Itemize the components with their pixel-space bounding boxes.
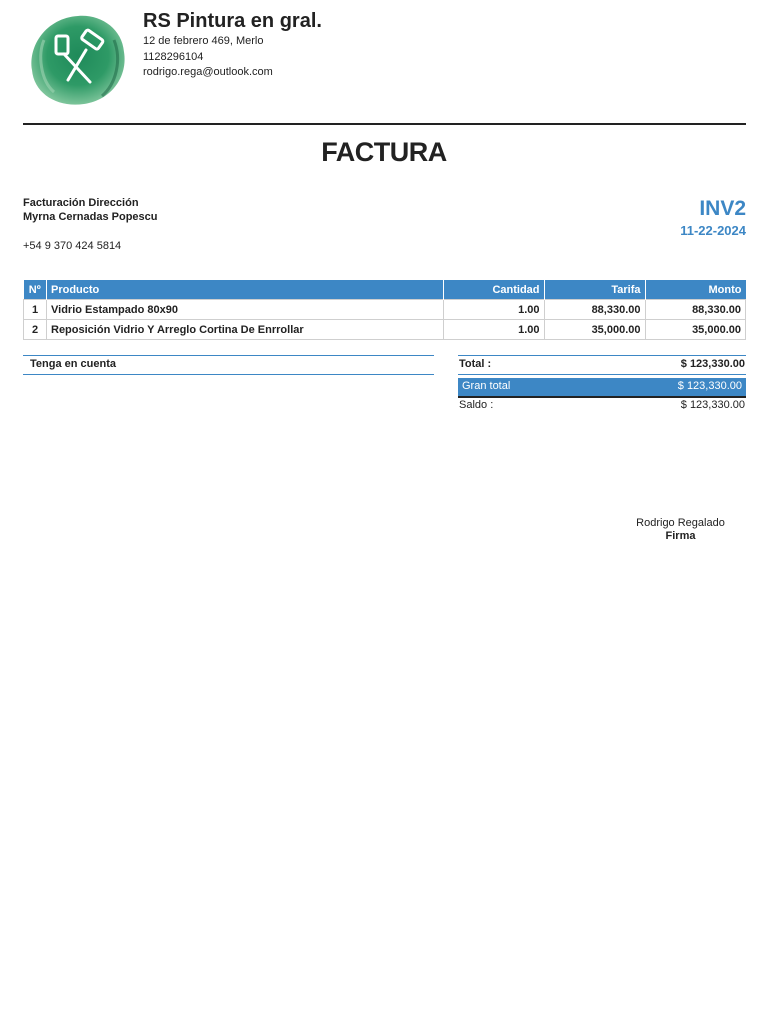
table-row bbox=[24, 300, 746, 320]
company-email[interactable]: rodrigo.rega@outlook.com bbox=[143, 66, 273, 78]
invoice-number: INV2 bbox=[699, 197, 746, 220]
notes-box bbox=[23, 355, 434, 375]
row-rate: 35,000.00 bbox=[544, 320, 645, 340]
balance-row bbox=[458, 397, 746, 415]
company-phone: 1128296104 bbox=[143, 51, 204, 63]
company-logo bbox=[24, 10, 132, 110]
total-row bbox=[458, 355, 746, 375]
row-amount: 35,000.00 bbox=[645, 320, 746, 340]
row-quantity: 1.00 bbox=[443, 300, 544, 320]
col-header-amount: Monto bbox=[645, 280, 746, 300]
balance-value: $ 123,330.00 bbox=[680, 399, 745, 411]
items-table bbox=[23, 280, 746, 340]
page-title: FACTURA bbox=[321, 137, 447, 167]
col-header-product: Producto bbox=[47, 280, 444, 300]
table-header-row bbox=[24, 280, 746, 300]
billing-name: Myrna Cernadas Popescu bbox=[23, 211, 158, 223]
company-address: 12 de febrero 469, Merlo bbox=[143, 35, 264, 47]
table-row bbox=[24, 320, 746, 340]
row-number: 2 bbox=[24, 320, 47, 340]
col-header-rate: Tarifa bbox=[544, 280, 645, 300]
row-quantity: 1.00 bbox=[443, 320, 544, 340]
total-label: Total : bbox=[459, 358, 492, 370]
grand-total-value: $ 123,330.00 bbox=[677, 380, 742, 392]
row-number: 1 bbox=[24, 300, 47, 320]
row-amount: 88,330.00 bbox=[645, 300, 746, 320]
row-product: Vidrio Estampado 80x90 bbox=[47, 300, 444, 320]
balance-label: Saldo : bbox=[459, 399, 494, 411]
signature-label: Firma bbox=[665, 530, 696, 542]
grand-total-row bbox=[458, 378, 746, 398]
company-name: RS Pintura en gral. bbox=[143, 10, 322, 32]
invoice-date: 11-22-2024 bbox=[680, 223, 746, 238]
notes-label: Tenga en cuenta bbox=[30, 358, 116, 370]
grand-total-label: Gran total bbox=[462, 380, 511, 392]
col-header-number: Nº bbox=[24, 280, 47, 300]
header-divider bbox=[23, 123, 746, 125]
col-header-quantity: Cantidad bbox=[443, 280, 544, 300]
row-product: Reposición Vidrio Y Arreglo Cortina De Enrrollar bbox=[47, 320, 444, 340]
billing-label: Facturación Dirección bbox=[23, 197, 139, 209]
row-rate: 88,330.00 bbox=[544, 300, 645, 320]
signer-name: Rodrigo Regalado bbox=[636, 517, 725, 529]
billing-phone: +54 9 370 424 5814 bbox=[23, 240, 122, 252]
total-value: $ 123,330.00 bbox=[680, 358, 745, 370]
